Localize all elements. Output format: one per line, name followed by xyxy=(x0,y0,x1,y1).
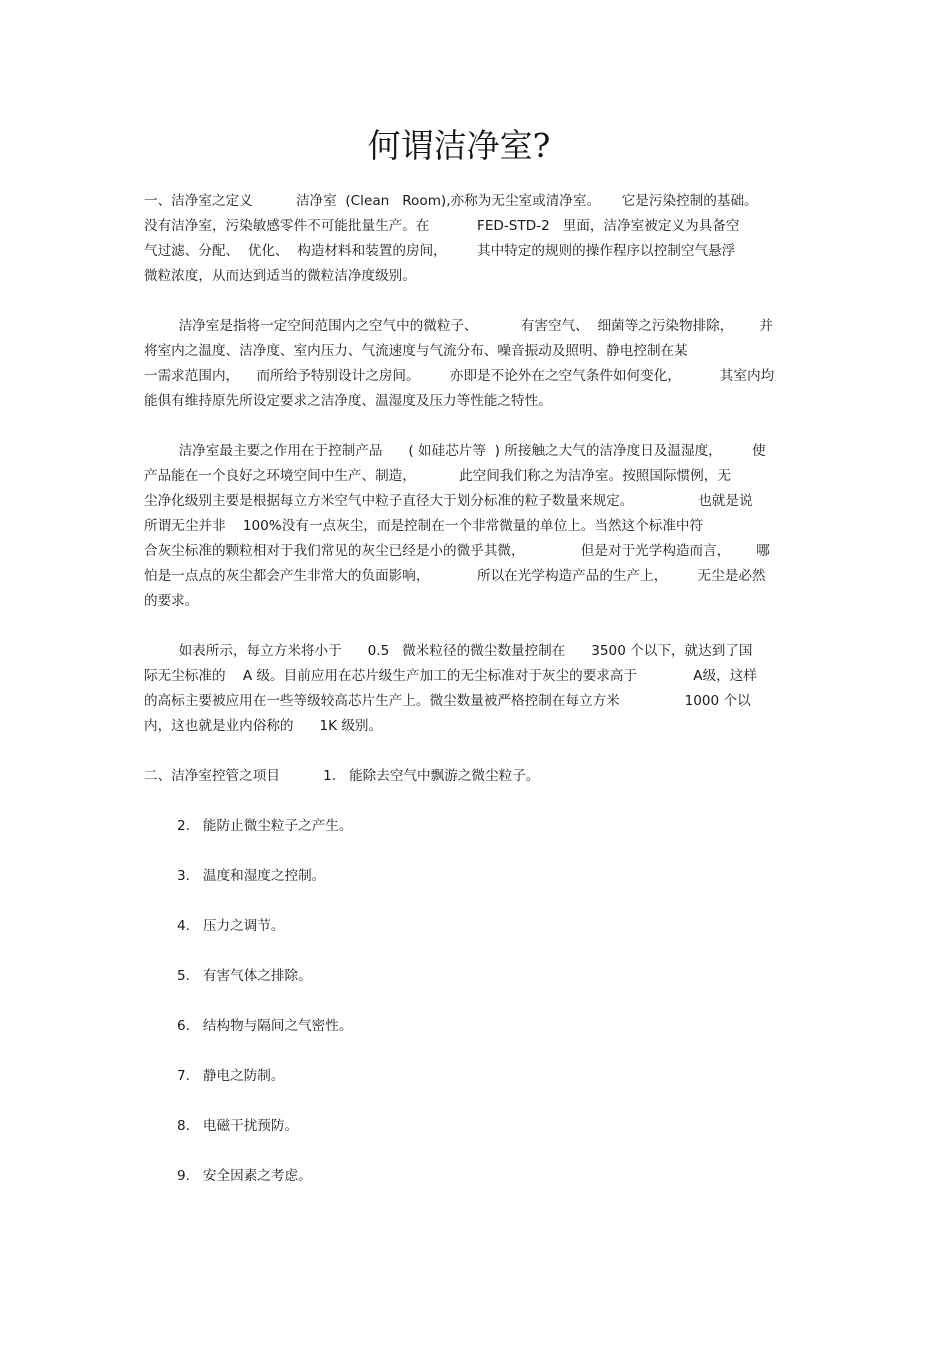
list-item: 6. 结构物与隔间之气密性。 xyxy=(177,1018,353,1034)
paragraph2-line: 能俱有维持原先所设定要求之洁净度、温湿度及压力等性能之特性。 xyxy=(144,393,552,409)
list-item: 7. 静电之防制。 xyxy=(177,1068,285,1084)
page-title: 何谓洁净室? xyxy=(367,126,551,165)
list-item: 8. 电磁干扰预防。 xyxy=(177,1118,299,1134)
paragraph4-line: 如表所示，每立方米将小于 0.5 微米粒径的微尘数量控制在 3500 个以下，就达到了国 xyxy=(144,643,753,659)
list-item: 2. 能防止微尘粒子之产生。 xyxy=(177,818,353,834)
paragraph3-line: 尘净化级别主要是根据每立方米空气中粒子直径大于划分标准的粒子数量来规定。 也就是说 xyxy=(144,493,753,509)
list-item: 4. 压力之调节。 xyxy=(177,918,285,934)
section1-line: 一、洁净室之定义 洁净室 (Clean Room),亦称为无尘室或清净室。 它是污染控制的基础。 xyxy=(144,193,758,209)
list-item: 9. 安全因素之考虑。 xyxy=(177,1168,312,1184)
paragraph3-line: 怕是一点点的灰尘都会产生非常大的负面影响， 所以在光学构造产品的生产上， 无尘是必然 xyxy=(144,568,766,584)
paragraph4-line: 的高标主要被应用在一些等级较高芯片生产上。微尘数量被严格控制在每立方米 1000 个以 xyxy=(144,693,751,709)
paragraph2-line: 将室内之温度、洁净度、室内压力、气流速度与气流分布、噪音振动及照明、静电控制在某 xyxy=(144,343,688,359)
paragraph3-line: 合灰尘标准的颗粒相对于我们常见的灰尘已经是小的微乎其微， 但是对于光学构造而言， 哪 xyxy=(144,543,770,559)
paragraph3-line: 的要求。 xyxy=(144,593,199,609)
section1-line: 没有洁净室，污染敏感零件不可能批量生产。在 FED-STD-2 里面，洁净室被定义为具备空 xyxy=(144,218,740,234)
paragraph4-line: 际无尘标准的 A 级。目前应用在芯片级生产加工的无尘标准对于灰尘的要求高于 A级，这样 xyxy=(144,668,757,684)
list-item: 5. 有害气体之排除。 xyxy=(177,968,312,984)
paragraph3-line: 洁净室最主要之作用在于控制产品 ( 如硅芯片等 ) 所接触之大气的洁净度日及温湿度， 使 xyxy=(144,443,766,459)
section1-line: 微粒浓度，从而达到适当的微粒洁净度级别。 xyxy=(144,268,416,284)
section2-heading: 二、洁净室控管之项目 1. 能除去空气中飘游之微尘粒子。 xyxy=(144,768,540,784)
list-item: 3. 温度和湿度之控制。 xyxy=(177,868,326,884)
paragraph4-line: 内，这也就是业内俗称的 1K 级别。 xyxy=(144,718,383,734)
paragraph3-line: 产品能在一个良好之环境空间中生产、制造， 此空间我们称之为洁净室。按照国际惯例，无 xyxy=(144,468,731,484)
paragraph2-line: 一需求范围内， 而所给予特别设计之房间。 亦即是不论外在之空气条件如何变化， 其室内均 xyxy=(144,368,775,384)
paragraph2-line: 洁净室是指将一定空间范围内之空气中的微粒子、 有害空气、 细菌等之污染物排除， 并 xyxy=(144,318,773,334)
section1-line: 气过滤、分配、 优化、 构造材料和装置的房间， 其中特定的规则的操作程序以控制空气悬浮 xyxy=(144,243,736,259)
paragraph3-line: 所谓无尘并非 100%没有一点灰尘，而是控制在一个非常微量的单位上。当然这个标准中符 xyxy=(144,518,704,534)
